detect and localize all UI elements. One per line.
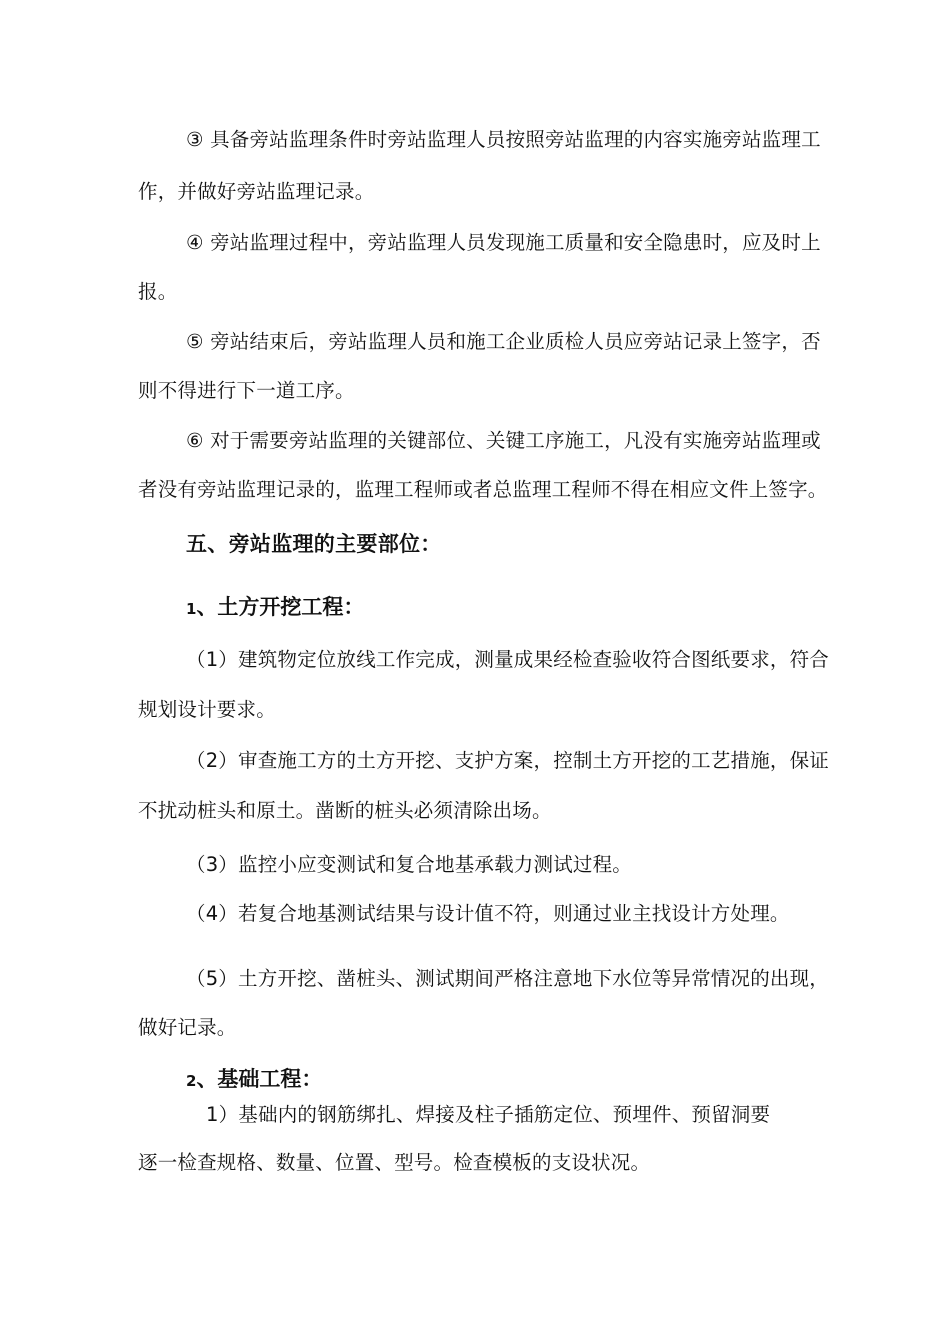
subsection-1-heading <box>186 593 364 623</box>
item-4-line-1: ④ 旁站监理过程中，旁站监理人员发现施工质量和安全隐患时，应及时上 <box>186 231 821 254</box>
sub2-para-1-line-2: 逐一检查规格、数量、位置、型号。检查模板的支设状况。 <box>138 1151 651 1174</box>
section-5-heading: 五、旁站监理的主要部位： <box>186 532 442 556</box>
sub1-para-5-line-2: 做好记录。 <box>138 1016 237 1039</box>
subsection-2-heading <box>186 1065 322 1095</box>
subsection-1-title: 、土方开挖工程： <box>196 595 365 619</box>
item-4-line-2: 报。 <box>138 280 178 303</box>
sub2-para-1-line-1: 1）基础内的钢筋绑扎、焊接及柱子插筋定位、预埋件、预留洞要 <box>206 1103 771 1126</box>
sub1-para-5-line-1: （5）土方开挖、凿桩头、测试期间严格注意地下水位等异常情况的出现， <box>186 967 830 990</box>
sub1-para-1-line-1: （1）建筑物定位放线工作完成，测量成果经检查验收符合图纸要求，符合 <box>186 648 830 671</box>
sub1-para-2-line-1: （2）审查施工方的土方开挖、支护方案，控制土方开挖的工艺措施，保证 <box>186 749 830 772</box>
item-5-line-1: ⑤ 旁站结束后，旁站监理人员和施工企业质检人员应旁站记录上签字，否 <box>186 330 821 353</box>
sub1-para-1-line-2: 规划设计要求。 <box>138 698 276 721</box>
item-6-line-1: ⑥ 对于需要旁站监理的关键部位、关键工序施工，凡没有实施旁站监理或 <box>186 429 821 452</box>
item-3-line-2: 作，并做好旁站监理记录。 <box>138 180 375 203</box>
item-6-line-2: 者没有旁站监理记录的，监理工程师或者总监理工程师不得在相应文件上签字。 <box>138 478 828 501</box>
item-3-line-1: ③ 具备旁站监理条件时旁站监理人员按照旁站监理的内容实施旁站监理工 <box>186 128 821 151</box>
item-5-line-2: 则不得进行下一道工序。 <box>138 379 355 402</box>
sub1-para-4: （4）若复合地基测试结果与设计值不符，则通过业主找设计方处理。 <box>186 902 790 925</box>
subsection-2-title: 、基础工程： <box>196 1067 323 1091</box>
subsection-1-number: 1 <box>186 600 197 618</box>
sub1-para-2-line-2: 不扰动桩头和原土。凿断的桩头必须清除出场。 <box>138 799 552 822</box>
sub1-para-3: （3）监控小应变测试和复合地基承载力测试过程。 <box>186 853 633 876</box>
subsection-2-number: 2 <box>186 1072 197 1090</box>
